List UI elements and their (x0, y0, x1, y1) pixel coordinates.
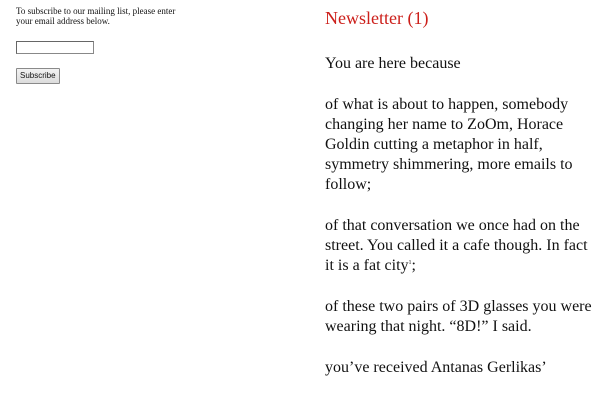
subscribe-button[interactable]: Subscribe (16, 68, 60, 84)
subscribe-instructions: To subscribe to our mailing list, please enter your email address below. (16, 6, 176, 26)
paragraph-4: you’ve received Antanas Gerlikas’ (325, 359, 547, 376)
paragraph-3: of these two pairs of 3D glasses you were wearing that night. “8D!” I said. (325, 298, 592, 335)
footnote-marker[interactable]: 1 (408, 260, 412, 266)
lead-paragraph: You are here because (325, 55, 461, 72)
paragraph-2 (325, 216, 597, 276)
email-field[interactable] (16, 41, 94, 54)
page-title: Newsletter (1) (325, 8, 429, 28)
paragraph-1: of what is about to happen, somebody changing her name to ZoOm, Horace Goldin cutting a metaphor in half, symmetry shimmering, more emails to follow; (325, 96, 573, 193)
paragraph-2-text: of that conversation we once had on the street. You called it a cafe though. In fact it is a fat city (325, 217, 588, 274)
newsletter-article (325, 7, 597, 378)
subscribe-form (16, 6, 186, 84)
paragraph-2-end: ; (411, 257, 416, 274)
